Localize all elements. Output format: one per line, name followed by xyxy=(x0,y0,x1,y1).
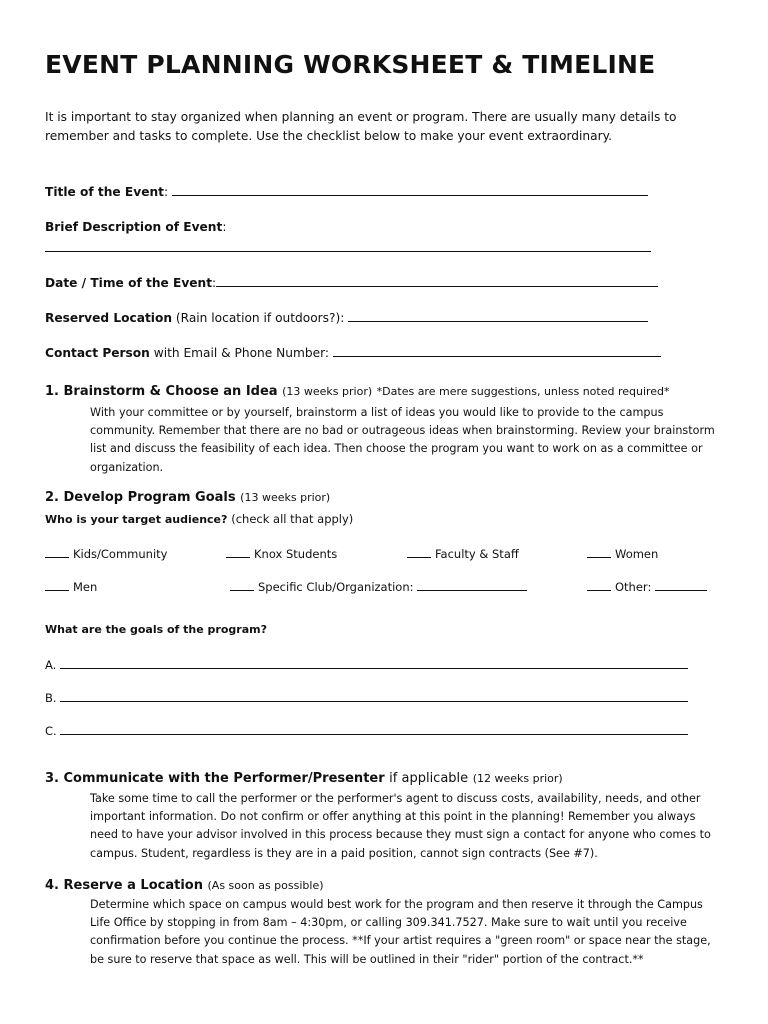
goal-a-label: A. xyxy=(45,658,57,672)
event-title-label: Title of the Event xyxy=(45,185,164,199)
section-4-heading xyxy=(45,878,324,893)
section-4-timing: (As soon as possible) xyxy=(207,879,324,892)
checkbox-blank[interactable] xyxy=(587,578,611,591)
option-kids[interactable] xyxy=(45,545,167,561)
section-2-timing: (13 weeks prior) xyxy=(240,491,331,504)
section-3-heading xyxy=(45,771,563,786)
location-input[interactable] xyxy=(348,309,648,322)
event-title-input[interactable] xyxy=(172,183,648,196)
checkbox-blank[interactable] xyxy=(226,545,250,558)
contact-note: with Email & Phone Number: xyxy=(153,346,330,360)
contact-field xyxy=(45,344,661,360)
location-label: Reserved Location xyxy=(45,311,172,325)
date-time-field: Date / Time of the Event: xyxy=(45,274,658,290)
description-field: Brief Description of Event: xyxy=(45,220,227,234)
option-women-label: Women xyxy=(615,547,659,561)
audience-hint: (check all that apply) xyxy=(231,512,354,526)
audience-question-text: Who is your target audience? xyxy=(45,513,228,526)
option-knox-students[interactable] xyxy=(226,545,337,561)
goal-c-input[interactable] xyxy=(60,722,688,735)
checkbox-blank[interactable] xyxy=(230,578,254,591)
section-2-heading xyxy=(45,490,330,505)
section-1-note: *Dates are mere suggestions, unless noted required* xyxy=(376,385,670,398)
checkbox-blank[interactable] xyxy=(45,545,69,558)
option-other-label: Other: xyxy=(615,580,652,594)
section-4-body: Determine which space on campus would best work for the program and then reserve it through the Campus Life Office by stopping in from 8am – 4:30pm, or calling 309.341.7527. Make sure to wait until you receive confirmation before you continue the process. **If your artist requires a "green room" or space near the stage, be sure to reserve that space as well. This will be outlined in their "rider" portion of the contract.** xyxy=(90,898,711,966)
description-input[interactable] xyxy=(45,251,651,252)
goal-a-input[interactable] xyxy=(60,656,688,669)
option-kids-label: Kids/Community xyxy=(73,547,168,561)
page-title: EVENT PLANNING WORKSHEET & TIMELINE xyxy=(45,50,656,79)
checkbox-blank[interactable] xyxy=(587,545,611,558)
section-4-title: 4. Reserve a Location xyxy=(45,878,203,893)
contact-label: Contact Person xyxy=(45,346,150,360)
date-time-input[interactable] xyxy=(216,274,658,287)
section-2-title: 2. Develop Program Goals xyxy=(45,490,236,505)
section-1-timing: (13 weeks prior) xyxy=(282,385,373,398)
section-1-title: 1. Brainstorm & Choose an Idea xyxy=(45,384,278,399)
description-label: Brief Description of Event xyxy=(45,220,223,234)
event-title-field: Title of the Event: xyxy=(45,183,648,199)
goal-b xyxy=(45,689,688,705)
goal-a xyxy=(45,656,688,672)
goal-b-input[interactable] xyxy=(60,689,688,702)
option-faculty-staff[interactable] xyxy=(407,545,519,561)
contact-input[interactable] xyxy=(333,344,661,357)
section-3-soft-note: if applicable xyxy=(389,771,469,786)
intro-paragraph: It is important to stay organized when planning an event or program. There are usually many details to remember and tasks to complete. Use the checklist below to make your event extraordinary. xyxy=(45,110,677,143)
goal-c-label: C. xyxy=(45,724,57,738)
goal-c xyxy=(45,722,688,738)
goal-b-label: B. xyxy=(45,691,57,705)
option-specific-club[interactable] xyxy=(230,578,527,594)
checkbox-blank[interactable] xyxy=(45,578,69,591)
option-faculty-staff-label: Faculty & Staff xyxy=(435,547,519,561)
section-3-title: 3. Communicate with the Performer/Presenter xyxy=(45,771,385,786)
section-3-timing: (12 weeks prior) xyxy=(472,772,563,785)
option-men[interactable] xyxy=(45,578,97,594)
audience-question xyxy=(45,512,353,526)
option-specific-club-label: Specific Club/Organization: xyxy=(258,580,414,594)
option-other[interactable] xyxy=(587,578,707,594)
section-3-body: Take some time to call the performer or the performer's agent to discuss costs, availability, needs, and other important information. Do not confirm or offer anything at this point in the planning! Remember you always need to have your advisor involved in this process because they must sign a contact for anyone who comes to campus. Student, regardless is they are in a paid position, cannot sign contracts (See #7). xyxy=(90,792,711,860)
other-input[interactable] xyxy=(655,578,707,591)
specific-club-input[interactable] xyxy=(417,578,527,591)
option-knox-students-label: Knox Students xyxy=(254,547,338,561)
date-time-label: Date / Time of the Event xyxy=(45,276,213,290)
goals-question: What are the goals of the program? xyxy=(45,623,267,636)
section-1-body: With your committee or by yourself, brainstorm a list of ideas you would like to provide to the campus community. Remember that there are no bad or outrageous ideas when brainstorming. Review your brainstorm list and discuss the feasibility of each idea. Then choose the program you want to work on as a committee or organization. xyxy=(90,406,715,474)
option-women[interactable] xyxy=(587,545,658,561)
location-note: (Rain location if outdoors?): xyxy=(175,311,345,325)
location-field xyxy=(45,309,648,325)
checkbox-blank[interactable] xyxy=(407,545,431,558)
option-men-label: Men xyxy=(73,580,98,594)
section-1-heading xyxy=(45,384,670,399)
